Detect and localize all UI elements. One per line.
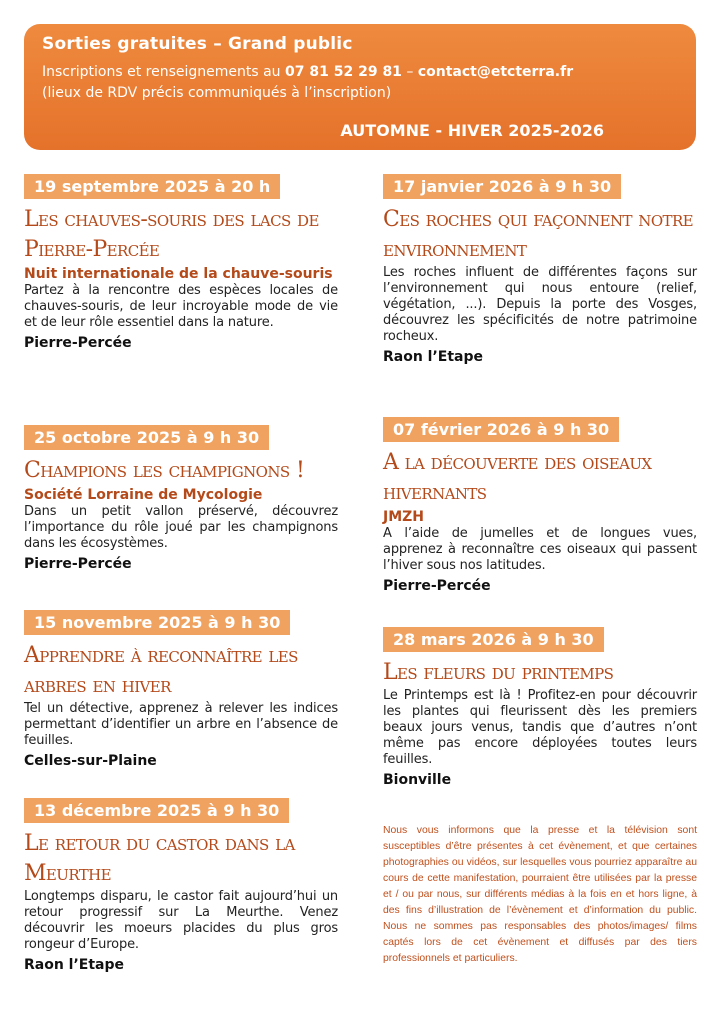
event-date: 25 octobre 2025 à 9 h 30 (24, 425, 269, 450)
event-place: Bionville (383, 772, 452, 788)
event-title: Les fleurs du printemps (383, 660, 614, 685)
event-card (383, 417, 697, 595)
event-place: Celles-sur-Plaine (24, 753, 157, 769)
event-organizer: Nuit internationale de la chauve-souris (24, 266, 333, 282)
event-title: Le retour du castor dans la Meurthe (24, 831, 295, 886)
event-description: Longtemps disparu, le castor fait aujourd’hui un retour progressif sur La Meurthe. Venez découvrir les moeurs placides du plus gros rongeur d’Europe. (24, 889, 338, 952)
info-prefix: Inscriptions et renseignements au (42, 64, 286, 80)
event-organizer: JMZH (383, 509, 425, 525)
event-place: Pierre-Percée (24, 556, 132, 572)
event-place: Raon l’Etape (383, 349, 484, 365)
phone-number[interactable]: 07 81 52 29 81 (285, 64, 402, 80)
event-card (24, 610, 338, 770)
event-card (383, 174, 697, 366)
event-card (24, 174, 338, 352)
event-date: 19 septembre 2025 à 20 h (24, 174, 280, 199)
event-description: Tel un détective, apprenez à relever les indices permettant d’identifier un arbre en l’absence de feuilles. (24, 701, 338, 748)
event-date: 17 janvier 2026 à 9 h 30 (383, 174, 621, 199)
event-place: Pierre-Percée (383, 578, 491, 594)
event-title: Champions les champignons ! (24, 458, 305, 483)
event-card (24, 798, 338, 974)
event-description: Le Printemps est là ! Profitez-en pour découvrir les plantes qui fleurissent dès les premiers beaux jours venus, tandis que d’autres n’ont même pas encore déployées toutes leurs feuilles. (383, 688, 697, 767)
email-link[interactable]: contact@etcterra.fr (417, 64, 574, 80)
event-card (24, 425, 338, 573)
event-date: 15 novembre 2025 à 9 h 30 (24, 610, 290, 635)
header-title: Sorties gratuites – Grand public (42, 34, 353, 54)
event-place: Pierre-Percée (24, 335, 132, 351)
event-description: A l’aide de jumelles et de longues vues, apprenez à reconnaître ces oiseaux qui passent l’hiver sous nos latitudes. (383, 526, 697, 573)
event-title: Ces roches qui façonnent notre environnement (383, 207, 693, 262)
event-title: Apprendre à reconnaître les arbres en hiver (24, 643, 298, 698)
header-note: (lieux de RDV précis communiqués à l’inscription) (42, 85, 392, 101)
event-card (383, 627, 697, 789)
event-date: 28 mars 2026 à 9 h 30 (383, 627, 604, 652)
event-date: 13 décembre 2025 à 9 h 30 (24, 798, 289, 823)
event-title: Les chauves-souris des lacs de Pierre-Percée (24, 207, 319, 262)
event-description: Les roches influent de différentes façons sur l’environnement qui nous entoure (relief, végétation, ...). Depuis la porte des Vosges, découvrez les spécificités de notre patrimoine rocheux. (383, 265, 697, 344)
separator: – (401, 64, 418, 80)
event-description: Dans un petit vallon préservé, découvrez l’importance du rôle joué par les champignons dans les écosystèmes. (24, 504, 338, 551)
event-description: Partez à la rencontre des espèces locales de chauves-souris, de leur incroyable mode de vie et de leur rôle essentiel dans la nature. (24, 283, 338, 330)
event-place: Raon l’Etape (24, 957, 125, 973)
event-title: A la découverte des oiseaux hivernants (383, 450, 652, 505)
press-notice: Nous vous informons que la presse et la télévision sont susceptibles d’être présentes à cet évènement, et que certaines photographies ou vidéos, sur lesquelles vous pourriez apparaître au cours de cette manifestation, pourraient être utilisées par la presse et / ou par nous, sur différents médias à la fois en et hors ligne, à des fins d’illustration de l’évènement et d’information du public. Nous ne sommes pas responsables des photos/images/ films captés lors de cet évènement et diffusés par des tiers professionnels et particuliers. (383, 825, 697, 964)
event-date: 07 février 2026 à 9 h 30 (383, 417, 619, 442)
season-label: AUTOMNE - HIVER 2025-2026 (340, 121, 604, 140)
header-contact-line (42, 62, 678, 83)
event-organizer: Société Lorraine de Mycologie (24, 487, 263, 503)
header-banner (24, 24, 696, 150)
